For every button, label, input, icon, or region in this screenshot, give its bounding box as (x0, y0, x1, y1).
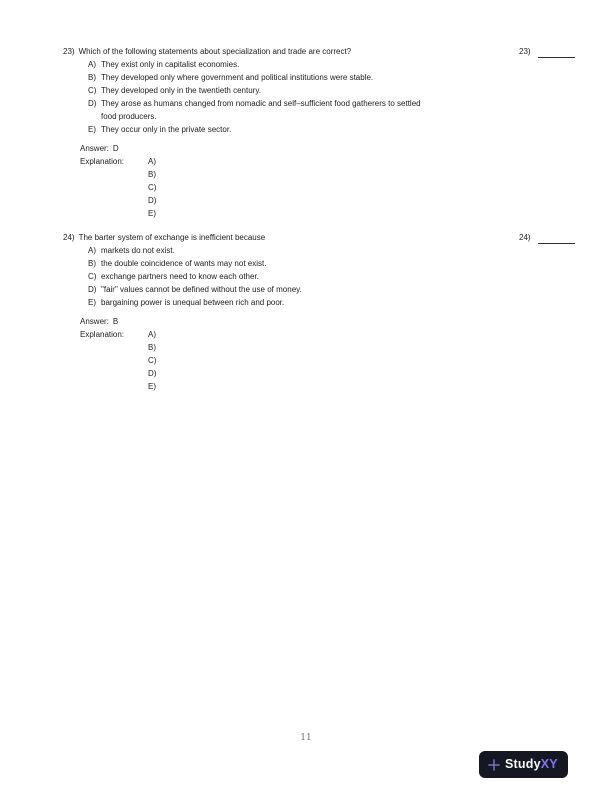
explanation-item-e: E) (148, 209, 156, 218)
question-block-24 (0, 231, 612, 393)
question-text: The barter system of exchange is inefficient because (78, 233, 266, 242)
option-text: "fair" values cannot be defined without the use of money. (101, 285, 302, 294)
answer-blank-number: 23) (519, 47, 531, 56)
answer-row (80, 315, 612, 328)
answer-row (80, 142, 612, 155)
question-number: 24) (63, 233, 75, 242)
answer-value: B (112, 317, 119, 326)
answer-blank-number: 24) (519, 233, 531, 242)
answer-blank-24 (519, 231, 575, 244)
explanation-item-d: D) (148, 369, 157, 378)
option-c (88, 270, 468, 283)
options-list (88, 58, 468, 136)
explanation-item-c: C) (148, 183, 157, 192)
answer-label: Answer: (80, 144, 109, 153)
answer-blank-23 (519, 45, 575, 58)
option-letter: E) (88, 125, 96, 134)
option-b (88, 71, 468, 84)
option-letter: D) (88, 285, 97, 294)
option-a (88, 58, 468, 71)
plus-icon (487, 758, 501, 772)
option-text: They occur only in the private sector. (101, 125, 232, 134)
option-text-line2: food producers. (101, 112, 157, 121)
answer-label: Answer: (80, 317, 109, 326)
option-text-line1: They arose as humans changed from nomadic and self–sufficient food gatherers to settled (101, 99, 421, 108)
option-d (88, 97, 468, 123)
explanation-letters (148, 155, 156, 220)
option-letter: A) (88, 246, 96, 255)
option-text: the double coincidence of wants may not exist. (101, 259, 267, 268)
page-number: 11 (300, 733, 312, 743)
option-e (88, 296, 468, 309)
question-number: 23) (63, 47, 75, 56)
option-c (88, 84, 468, 97)
option-letter: B) (88, 73, 96, 82)
explanation-label: Explanation: (80, 157, 125, 166)
option-letter: D) (88, 99, 97, 108)
answer-value: D (112, 144, 119, 153)
option-letter: A) (88, 60, 96, 69)
answer-blank-line (538, 234, 575, 244)
studyxy-logo (479, 751, 568, 778)
explanation-label: Explanation: (80, 330, 125, 339)
logo-text-prefix: Study (505, 757, 541, 772)
logo-text (505, 758, 558, 771)
explanation-item-c: C) (148, 356, 157, 365)
explanation-item-b: B) (148, 170, 156, 179)
option-text: exchange partners need to know each other. (101, 272, 259, 281)
option-b (88, 257, 468, 270)
option-d (88, 283, 468, 296)
explanation-row (80, 328, 612, 393)
option-text: They developed only in the twentieth century. (101, 86, 261, 95)
question-text: Which of the following statements about specialization and trade are correct? (78, 47, 352, 56)
option-letter: B) (88, 259, 96, 268)
option-a (88, 244, 468, 257)
option-e (88, 123, 468, 136)
answer-blank-line (538, 48, 575, 58)
option-text: markets do not exist. (101, 246, 175, 255)
option-text: They developed only where government and political institutions were stable. (101, 73, 374, 82)
option-letter: E) (88, 298, 96, 307)
option-text (101, 97, 468, 123)
explanation-item-b: B) (148, 343, 156, 352)
option-letter: C) (88, 86, 97, 95)
logo-text-suffix: XY (540, 757, 558, 772)
explanation-letters (148, 328, 156, 393)
explanation-item-e: E) (148, 382, 156, 391)
explanation-item-d: D) (148, 196, 157, 205)
question-block-23 (0, 45, 612, 220)
option-letter: C) (88, 272, 97, 281)
explanation-item-a: A) (148, 330, 156, 339)
options-list (88, 244, 468, 309)
explanation-item-a: A) (148, 157, 156, 166)
option-text: bargaining power is unequal between rich and poor. (101, 298, 285, 307)
option-text: They exist only in capitalist economies. (101, 60, 240, 69)
explanation-row (80, 155, 612, 220)
